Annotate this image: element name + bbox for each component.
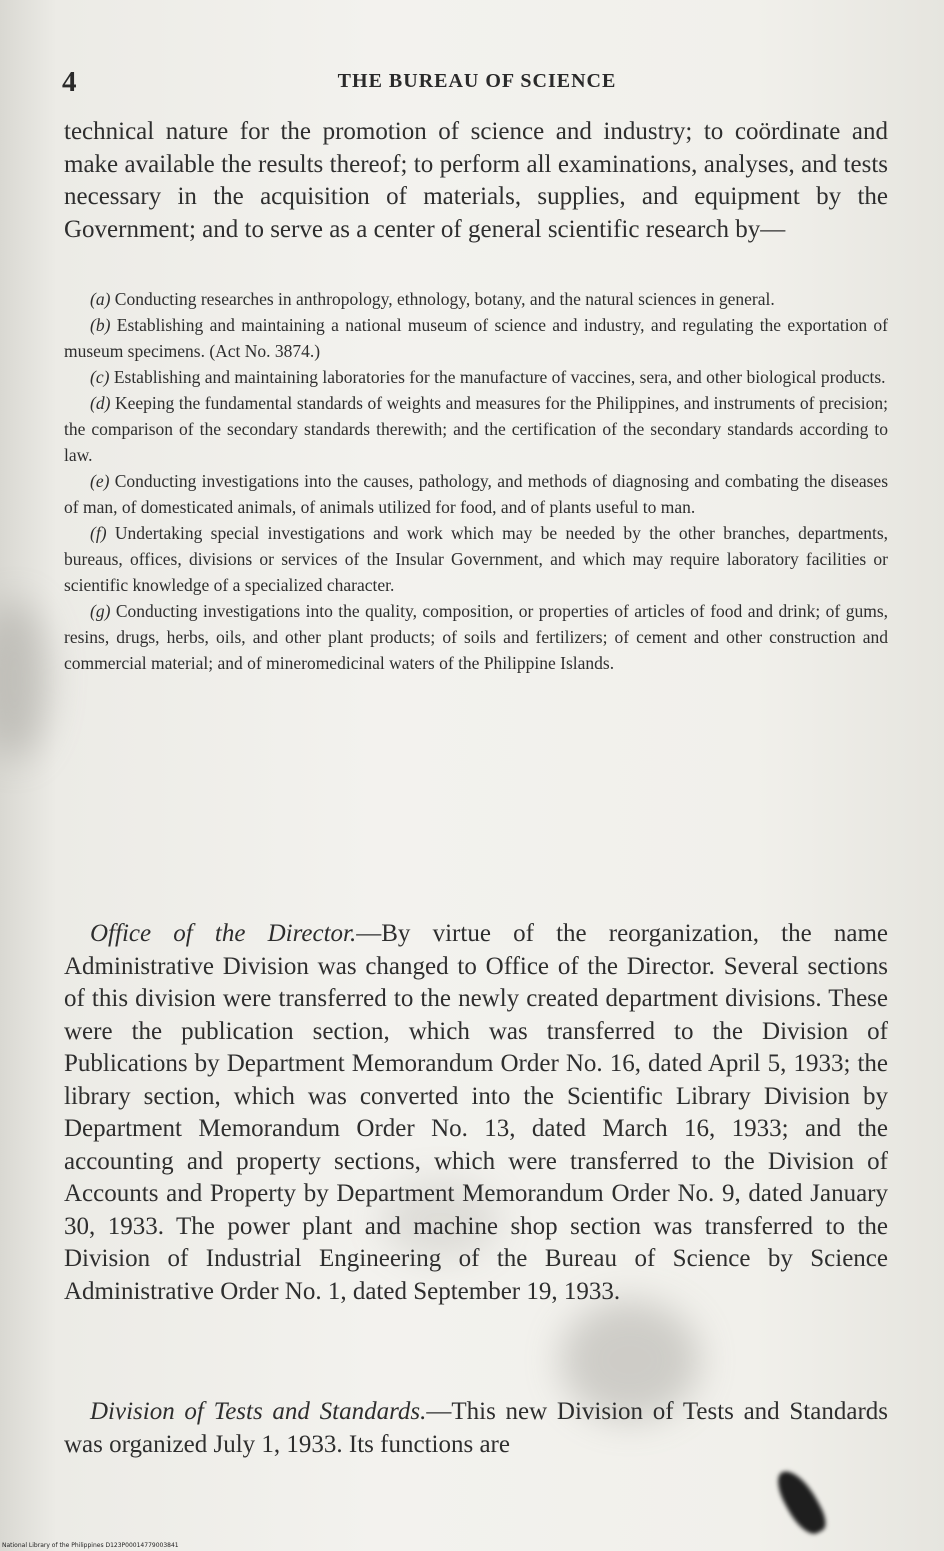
item-text: Conducting investigations into the causes, pathology, and methods of diagnosing and combating the diseases of man, of domesticated animals, of animals utilized for food, and of plants useful to man. [64, 471, 889, 517]
section-tests-and-standards [64, 1396, 888, 1461]
paper-stain [0, 600, 50, 760]
item-text: Establishing and maintaining laboratories for the manufacture of vaccines, sera, and other biological products. [113, 367, 886, 387]
item-label: (f) [90, 523, 107, 543]
list-item [64, 598, 888, 676]
section-office-of-director [64, 918, 888, 1308]
section-heading: Office of the Director. [90, 920, 357, 947]
section-text: —By virtue of the reorganization, the name Administrative Division was changed to Office of the Director. Several sections of this division were transferred to the newly created department divisions. These were the publication section, which was transferred to the Division of Publications by Department Memorandum Order No. 16, dated April 5, 1933; the library section, which was converted into the Scientific Library Division by Department Memorandum Order No. 13, dated March 16, 1933; and the accounting and property sections, which were transferred to the Division of Accounts and Property by Department Memorandum Order No. 9, dated January 30, 1933. The power plant and machine shop section was transferred to the Division of Industrial Engineering of the Bureau of Science by Science Administrative Order No. 1, dated September 19, 1933. [64, 920, 888, 1305]
page-header [62, 66, 892, 106]
page-number: 4 [62, 66, 77, 98]
item-label: (c) [90, 367, 110, 387]
item-text: Undertaking special investigations and work which may be needed by the other branches, departments, bureaus, offices, divisions or services of the Insular Government, and which may require laboratory facilities or scientific knowledge of a specialized character. [64, 523, 889, 595]
item-label: (d) [90, 393, 111, 413]
list-item [64, 390, 888, 468]
list-item [64, 312, 888, 364]
section-text: —This new Division of Tests and Standards was organized July 1, 1933. Its functions are [64, 1398, 888, 1458]
item-text: Keeping the fundamental standards of weights and measures for the Philippines, and instruments of precision; the comparison of the secondary standards therewith; and the certification of the secondary standards according to law. [64, 393, 889, 465]
intro-paragraph: technical nature for the promotion of science and industry; to coördinate and make available the results thereof; to perform all examinations, analyses, and tests necessary in the acquisition of materials, supplies, and equipment by the Government; and to serve as a center of general scientific research by— [64, 118, 888, 243]
item-label: (g) [90, 601, 111, 621]
list-item [64, 520, 888, 598]
running-head: THE BUREAU OF SCIENCE [337, 70, 617, 92]
list-item [64, 286, 888, 312]
list-item [64, 364, 888, 390]
functions-list [64, 286, 888, 676]
page-shadow [771, 1464, 830, 1540]
item-label: (e) [90, 471, 110, 491]
item-text: Conducting researches in anthropology, ethnology, botany, and the natural sciences in general. [114, 289, 775, 309]
item-label: (b) [90, 315, 111, 335]
scan-footer: National Library of the Philippines D123P00014779003841 [2, 1542, 179, 1549]
item-text: Conducting investigations into the quality, composition, or properties of articles of food and drink; of gums, resins, drugs, herbs, oils, and other plant products; of soils and fertilizers; of cement and other construction and commercial material; and of mineromedicinal waters of the Philippine Islands. [64, 601, 889, 673]
item-label: (a) [90, 289, 111, 309]
list-item [64, 468, 888, 520]
section-heading: Division of Tests and Standards. [90, 1398, 427, 1425]
item-text: Establishing and maintaining a national museum of science and industry, and regulating the exportation of museum specimens. (Act No. 3874.) [64, 315, 889, 361]
